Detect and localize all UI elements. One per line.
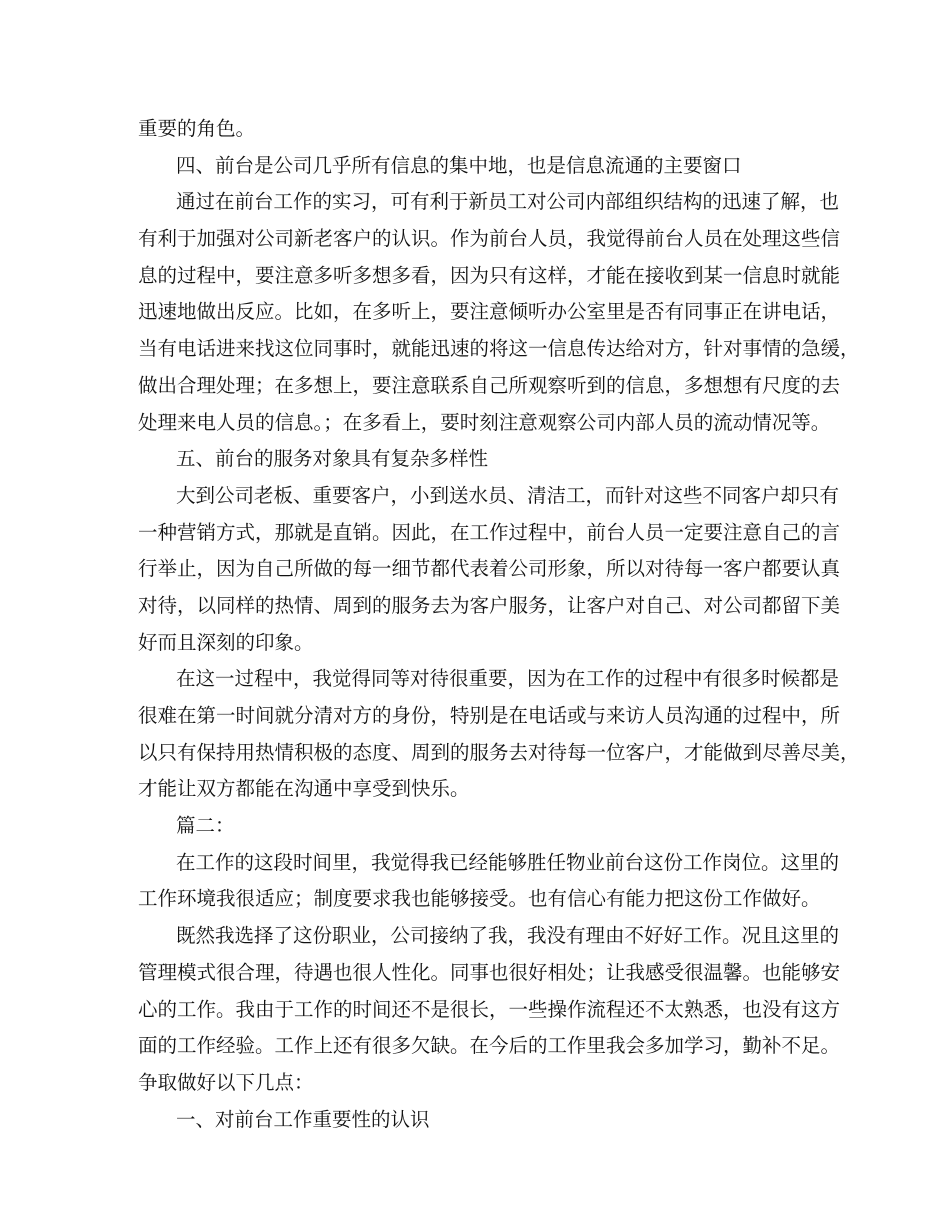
paragraph-line: 既然我选择了这份职业，公司接纳了我，我没有理由不好好工作。况且这里的 [176,924,840,948]
document-body [138,111,860,1138]
paragraph-end-line: 才能让双方都能在沟通中享受到快乐。 [138,777,470,801]
paragraph-line: 大到公司老板、重要客户，小到送水员、清洁工，而针对这些不同客户却只有 [176,483,840,507]
section-heading-1: 一、对前台工作重要性的认识 [176,1107,430,1131]
paragraph-end-line: 争取做好以下几点： [138,1070,314,1094]
paragraph-line: 通过在前台工作的实习，可有利于新员工对公司内部组织结构的迅速了解，也 [176,190,840,214]
section-heading-4: 四、前台是公司几乎所有信息的集中地，也是信息流通的主要窗口 [176,153,742,177]
paragraph-line: 对待，以同样的热情、周到的服务去为客户服务，让客户对自己、对公司都留下美 [138,593,841,617]
paragraph-end-line: 工作环境我很适应；制度要求我也能够接受。也有信心有能力把这份工作做好。 [138,887,821,911]
paragraph-end-line: 好而且深刻的印象。 [138,630,314,654]
paragraph-line: 一种营销方式，那就是直销。因此，在工作过程中，前台人员一定要注意自己的言 [138,520,841,544]
paragraph-line: 迅速地做出反应。比如，在多听上，要注意倾听办公室里是否有同事正在讲电话， [138,300,841,324]
paragraph-line: 做出合理处理；在多想上，要注意联系自己所观察听到的信息，多想想有尺度的去 [138,373,841,397]
paragraph-end-line: 重要的角色。 [138,117,256,140]
paragraph-line: 面的工作经验。工作上还有很多欠缺。在今后的工作里我会多加学习，勤补不足。 [138,1034,841,1058]
paragraph-line: 以只有保持用热情积极的态度、周到的服务去对待每一位客户，才能做到尽善尽美， [138,740,860,764]
paragraph-line: 有利于加强对公司新老客户的认识。作为前台人员，我觉得前台人员在处理这些信 [138,227,841,251]
paragraph-line: 当有电话进来找这位同事时，就能迅速的将这一信息传达给对方，针对事情的急缓， [138,337,860,361]
section-heading-5: 五、前台的服务对象具有复杂多样性 [176,447,489,471]
paragraph-line: 心的工作。我由于工作的时间还不是很长，一些操作流程还不太熟悉，也没有这方 [138,997,841,1021]
paragraph-line: 管理模式很合理，待遇也很人性化。同事也很好相处；让我感受很温馨。也能够安 [138,960,841,984]
paragraph-line: 在工作的这段时间里，我觉得我已经能够胜任物业前台这份工作岗位。这里的 [176,850,840,874]
paragraph-line: 在这一过程中，我觉得同等对待很重要，因为在工作的过程中有很多时候都是 [176,667,840,691]
paragraph-line: 行举止，因为自己所做的每一细节都代表着公司形象，所以对待每一客户都要认真 [138,557,841,581]
paragraph-line: 很难在第一时间就分清对方的身份，特别是在电话或与来访人员沟通的过程中，所 [138,704,841,727]
paragraph-line: 息的过程中，要注意多听多想多看，因为只有这样，才能在接收到某一信息时就能 [138,263,841,287]
paragraph-end-line: 处理来电人员的信息。；在多看上，要时刻注意观察公司内部人员的流动情况等。 [138,410,831,434]
section-label-part-two: 篇二： [176,814,235,838]
